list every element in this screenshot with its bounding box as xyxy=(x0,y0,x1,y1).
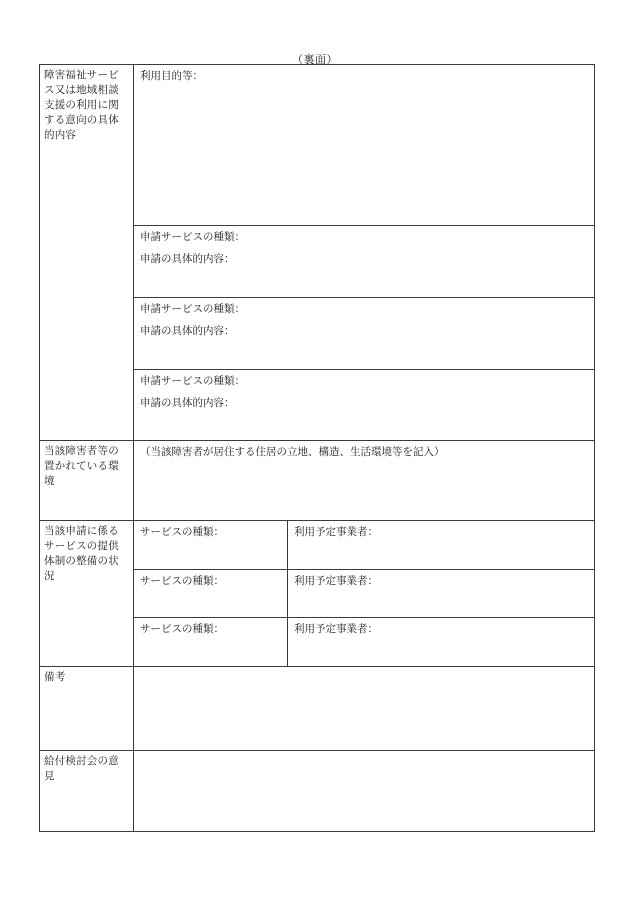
purpose-label: 利用目的等： xyxy=(140,70,203,82)
request-detail-label: 申請の具体的内容： xyxy=(140,253,235,265)
provision-provider-cell-3[interactable] xyxy=(288,618,595,667)
request-detail-label: 申請の具体的内容： xyxy=(140,397,235,409)
remarks-label: 備考 xyxy=(40,667,134,751)
provision-provider-label: 利用予定事業者： xyxy=(294,623,378,635)
provision-service-type-label: サービスの種類： xyxy=(140,575,224,587)
provision-provider-label: 利用予定事業者： xyxy=(294,575,378,587)
provision-service-type-cell-2[interactable] xyxy=(134,570,288,618)
intent-purpose-row xyxy=(40,65,595,226)
request-cell-1[interactable] xyxy=(134,226,595,298)
request-service-type-label: 申請サービスの種類： xyxy=(140,375,245,387)
provision-service-type-label: サービスの種類： xyxy=(140,623,224,635)
request-cell-3[interactable] xyxy=(134,370,595,441)
remarks-cell[interactable] xyxy=(134,667,595,751)
provision-provider-cell-1[interactable] xyxy=(288,521,595,570)
environment-row xyxy=(40,441,595,521)
application-form-table xyxy=(39,64,595,832)
provision-service-type-cell-3[interactable] xyxy=(134,618,288,667)
request-service-type-label: 申請サービスの種類： xyxy=(140,303,245,315)
environment-cell[interactable] xyxy=(134,441,595,521)
request-service-type-label: 申請サービスの種類： xyxy=(140,231,245,243)
intent-purpose-cell[interactable] xyxy=(134,65,595,226)
environment-note: （当該障害者が居住する住居の立地、構造、生活環境等を記入） xyxy=(140,446,445,458)
provision-service-type-cell-1[interactable] xyxy=(134,521,288,570)
intent-label: 障害福祉サービス又は地域相談支援の利用に関する意向の具体的内容 xyxy=(40,65,134,441)
review-row xyxy=(40,751,595,832)
request-detail-label: 申請の具体的内容： xyxy=(140,325,235,337)
request-cell-2[interactable] xyxy=(134,298,595,370)
provision-provider-label: 利用予定事業者： xyxy=(294,526,378,538)
environment-label: 当該障害者等の置かれている環境 xyxy=(40,441,134,521)
provision-label: 当該申請に係るサービスの提供体制の整備の状況 xyxy=(40,521,134,667)
provision-provider-cell-2[interactable] xyxy=(288,570,595,618)
review-label: 給付検討会の意見 xyxy=(40,751,134,832)
provision-row-1 xyxy=(40,521,595,570)
review-cell[interactable] xyxy=(134,751,595,832)
remarks-row xyxy=(40,667,595,751)
provision-service-type-label: サービスの種類： xyxy=(140,526,224,538)
page-title: （裏面） xyxy=(292,53,338,66)
